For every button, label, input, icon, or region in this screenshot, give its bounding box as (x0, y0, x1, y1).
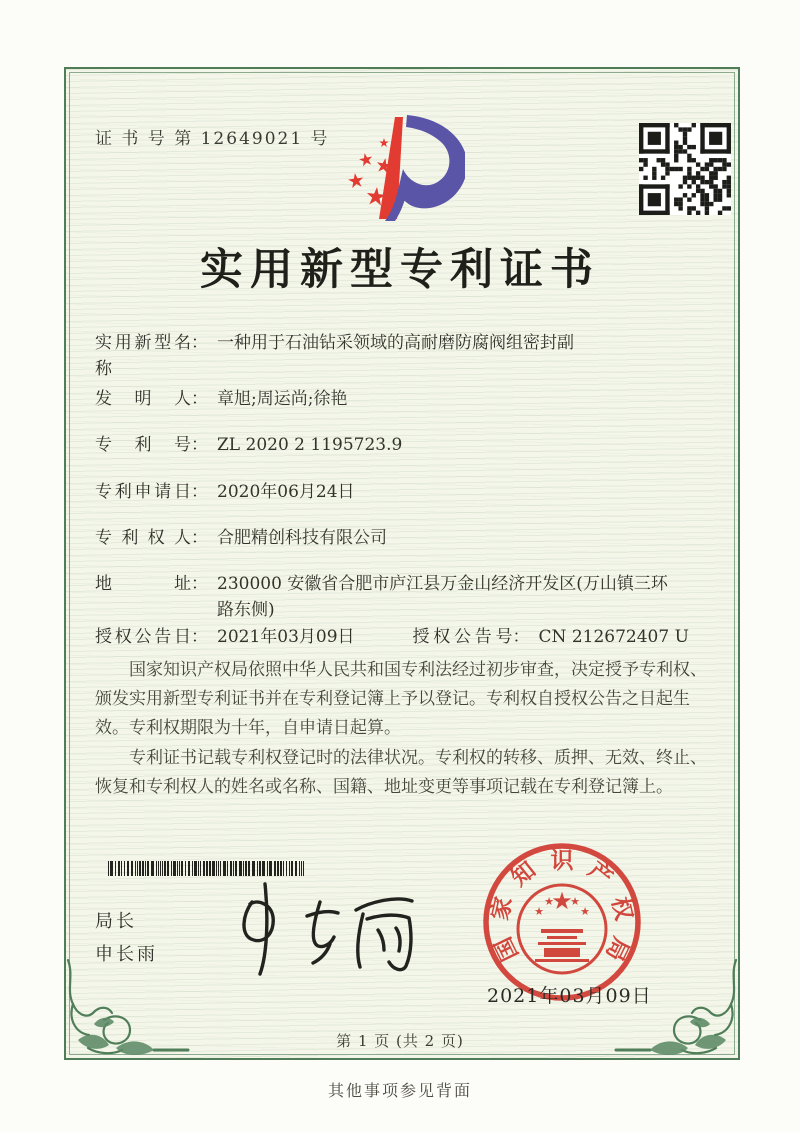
svg-text:权: 权 (606, 894, 638, 923)
field-grant-date-and-number (95, 625, 689, 651)
field-colon: ： (191, 435, 208, 455)
national-emblem-icon (518, 885, 606, 973)
svg-text:识: 识 (550, 847, 574, 874)
field-value: CN 212672407 U (538, 627, 689, 647)
field-label: 授权公告号 (412, 627, 513, 647)
svg-text:★: ★ (544, 895, 554, 908)
field-value: 章旭;周运尚;徐艳 (217, 389, 348, 409)
svg-text:国: 国 (489, 932, 524, 966)
field-value: 2021年03月09日 (217, 627, 355, 647)
field-colon: ： (191, 528, 208, 548)
field-label: 实用新型名称 (95, 333, 191, 379)
svg-text:产: 产 (583, 856, 618, 892)
field-value: 合肥精创科技有限公司 (217, 528, 387, 548)
field-colon: ： (191, 389, 208, 409)
field-value: 230000 安徽省合肥市庐江县万金山经济开发区(万山镇三环路东侧) (217, 574, 668, 620)
svg-text:★: ★ (551, 887, 573, 915)
certificate-number: 证 书 号 第 12649021 号 (95, 129, 330, 149)
commissioner-title: 局长 (95, 911, 137, 932)
commissioner-signature (212, 872, 424, 984)
field-label: 授权公告日 (95, 627, 191, 647)
svg-text:局: 局 (600, 932, 635, 966)
field-grant-number (413, 625, 689, 651)
svg-text:★: ★ (580, 905, 590, 918)
cnipa-logo-icon (335, 111, 465, 228)
back-note: 其他事项参见背面 (327, 1081, 472, 1100)
legal-paragraph-2: 专利证书记载专利权登记时的法律状况。专利权的转移、质押、无效、终止、恢复和专利权人的姓名或名称、国籍、地址变更等事项记载在专利登记簿上。 (95, 747, 707, 797)
field-label: 地址 (95, 574, 191, 594)
seal-date: 2021年03月09日 (487, 985, 652, 1007)
svg-text:★: ★ (534, 905, 544, 918)
field-patent-number (95, 433, 402, 459)
qr-code (639, 123, 731, 215)
svg-text:★: ★ (570, 895, 580, 908)
field-colon: ： (191, 627, 208, 647)
field-value: ZL 2020 2 1195723.9 (217, 435, 403, 455)
field-label: 专利申请日 (95, 482, 191, 502)
field-colon: ： (512, 627, 530, 647)
field-label: 专利权人 (95, 528, 191, 548)
field-colon: ： (191, 333, 208, 353)
field-value: 一种用于石油钻采领域的高耐磨防腐阀组密封副 (217, 333, 574, 353)
legal-text (95, 656, 713, 802)
field-colon: ： (191, 482, 208, 502)
field-label: 发明人 (95, 389, 191, 409)
svg-text:知: 知 (506, 856, 541, 892)
field-inventors (95, 387, 347, 413)
field-value: 2020年06月24日 (217, 482, 355, 502)
legal-paragraph-1: 国家知识产权局依照中华人民共和国专利法经过初步审查，决定授予专利权、颁发实用新型专利证书并在专利登记簿上予以登记。专利权自授权公告之日起生效。专利权期限为十年，自申请日起算。 (95, 660, 707, 739)
field-label: 专利号 (95, 435, 191, 455)
certificate-title: 实用新型专利证书 (200, 245, 600, 295)
field-utility-model-name (95, 331, 574, 382)
field-filing-date (95, 480, 355, 506)
field-colon: ： (191, 574, 208, 594)
svg-text:家: 家 (486, 894, 518, 923)
commissioner-name: 申长雨 (95, 944, 158, 965)
page-indicator: 第 1 页 (共 2 页) (336, 1032, 464, 1050)
field-address (95, 572, 669, 623)
field-patentee (95, 526, 387, 552)
